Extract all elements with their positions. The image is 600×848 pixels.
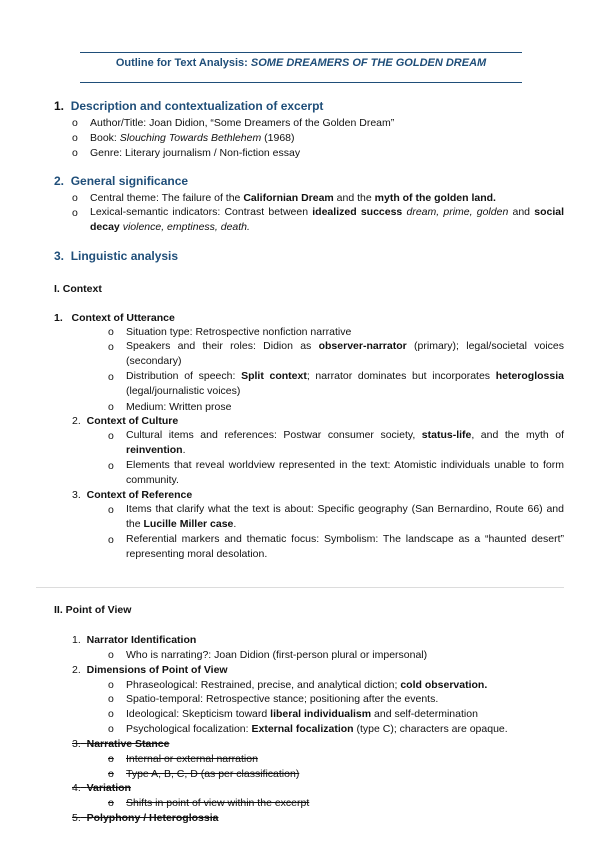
context-heading: I. Context <box>54 283 102 295</box>
section-1-heading: 1. Description and contextualization of excerpt <box>54 99 324 113</box>
bullet-icon: o <box>72 207 78 219</box>
distribution-item: Distribution of speech: Split context; narrator dominates but incorporates heteroglossia (legal/journalistic voices) <box>126 370 564 397</box>
spatio-temporal-item: Spatio-temporal: Retrospective stance; positioning after the events. <box>126 693 439 705</box>
genre-item: Genre: Literary journalism / Non-fiction essay <box>90 147 301 159</box>
ideological-item: Ideological: Skepticism toward liberal individualism and self-determination <box>126 708 478 720</box>
bullet-icon: o <box>108 430 114 442</box>
central-theme-item: Central theme: The failure of the Californian Dream and the myth of the golden land. <box>90 192 496 204</box>
bullet-icon: o <box>72 192 78 204</box>
context-of-utterance-heading: 1. Context of Utterance <box>54 312 175 324</box>
bullet-icon: o <box>108 649 114 661</box>
narrative-stance-heading: 3. Narrative Stance <box>72 738 170 750</box>
speakers-item: Speakers and their roles: Didion as observer-narrator (primary); legal/societal voices (secondary) <box>126 340 564 367</box>
polyphony-heading: 5. Polyphony / Heteroglossia <box>72 812 219 824</box>
book-item: Book: Slouching Towards Bethlehem (1968) <box>90 132 295 144</box>
referential-markers-item: Referential markers and thematic focus: Symbolism: The landscape as a “haunted desert” representing moral desolation. <box>126 533 564 560</box>
lexical-semantic-item: Lexical-semantic indicators: Contrast between idealized success dream, prime, golden and social decay violence, emptiness, death. <box>90 206 565 233</box>
shifts-item: Shifts in point of view within the excerpt <box>126 797 310 809</box>
point-of-view-heading: II. Point of View <box>54 604 132 616</box>
context-of-culture-heading: 2. Context of Culture <box>72 415 179 427</box>
psychological-item: Psychological focalization: External focalization (type C); characters are opaque. <box>126 723 508 735</box>
cultural-items-item: Cultural items and references: Postwar consumer society, status-life, and the myth of reinvention. <box>126 429 564 456</box>
bullet-icon: o <box>72 117 78 129</box>
title-bottom-rule <box>80 82 522 83</box>
bullet-icon: o <box>108 504 114 516</box>
author-title-item: Author/Title: Joan Didion, “Some Dreamers of the Golden Dream” <box>90 117 395 129</box>
bullet-icon: o <box>108 708 114 720</box>
bullet-icon: o <box>108 679 114 691</box>
bullet-icon: o <box>108 753 114 765</box>
page-separator <box>36 587 564 588</box>
bullet-icon: o <box>108 371 114 383</box>
title-top-rule <box>80 52 522 53</box>
bullet-icon: o <box>108 401 114 413</box>
section-2-heading: 2. General significance <box>54 174 189 188</box>
narrator-identification-heading: 1. Narrator Identification <box>72 634 197 646</box>
page-title: Outline for Text Analysis: SOME DREAMERS OF THE GOLDEN DREAM <box>115 57 487 69</box>
bullet-icon: o <box>108 693 114 705</box>
bullet-icon: o <box>72 147 78 159</box>
bullet-icon: o <box>72 132 78 144</box>
bullet-icon: o <box>108 723 114 735</box>
narration-type-item: Internal or external narration <box>126 753 258 765</box>
dimensions-heading: 2. Dimensions of Point of View <box>72 664 228 676</box>
section-3-heading: 3. Linguistic analysis <box>54 249 179 263</box>
situation-type-item: Situation type: Retrospective nonfiction narrative <box>126 326 352 338</box>
bullet-icon: o <box>108 341 114 353</box>
type-classification-item: Type A, B, C, D (as per classification) <box>126 768 300 780</box>
worldview-item: Elements that reveal worldview represented in the text: Atomistic individuals unable to form community. <box>126 459 564 486</box>
phraseological-item: Phraseological: Restrained, precise, and analytical diction; cold observation. <box>126 679 488 691</box>
bullet-icon: o <box>108 460 114 472</box>
who-narrating-item: Who is narrating?: Joan Didion (first-person plural or impersonal) <box>126 649 428 661</box>
items-about-item: Items that clarify what the text is about: Specific geography (San Bernardino, Route 66) and the Lucille Miller case. <box>126 503 564 530</box>
medium-item: Medium: Written prose <box>126 401 232 413</box>
variation-heading: 4. Variation <box>72 782 131 794</box>
bullet-icon: o <box>108 797 114 809</box>
bullet-icon: o <box>108 534 114 546</box>
bullet-icon: o <box>108 326 114 338</box>
bullet-icon: o <box>108 768 114 780</box>
context-of-reference-heading: 3. Context of Reference <box>72 489 193 501</box>
